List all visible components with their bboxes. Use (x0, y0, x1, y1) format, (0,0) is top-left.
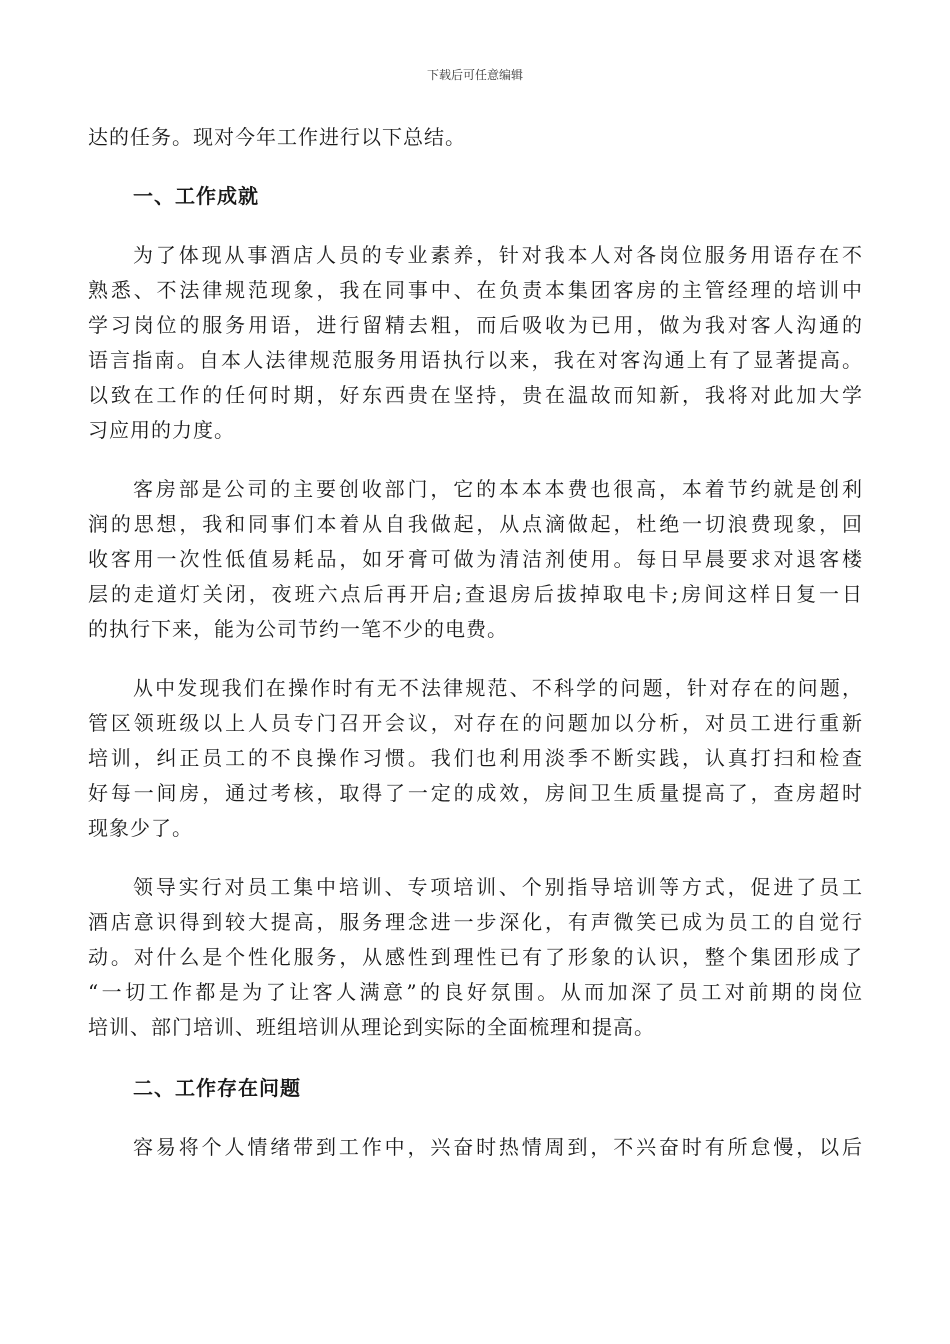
intro-line: 达的任务。现对今年工作进行以下总结。 (88, 125, 466, 149)
paragraph-line: 的执行下来，能为公司节约一笔不少的电费。 (88, 617, 508, 641)
paragraph-1 (88, 238, 863, 448)
paragraph-line: 好每一间房，通过考核，取得了一定的成效，房间卫生质量提高了，查房超时 (88, 781, 863, 805)
paragraph-line: 酒店意识得到较大提高，服务理念进一步深化，有声微笑已成为员工的自觉行 (88, 910, 863, 934)
page-header: 下载后可任意编辑 (426, 68, 523, 82)
paragraph-2 (88, 472, 863, 647)
paragraph-line: 为了体现从事酒店人员的专业素养，针对我本人对各岗位服务用语存在不 (133, 243, 863, 267)
paragraph-line: 动。对什么是个性化服务，从感性到理性已有了形象的认识，整个集团形成了 (88, 945, 863, 969)
paragraph-line: 以致在工作的任何时期，好东西贵在坚持，贵在温故而知新，我将对此加大学 (88, 383, 863, 407)
section-1-heading: 一、工作成就 (133, 184, 259, 208)
document-body (88, 120, 863, 1165)
paragraph-line: 熟悉、不法律规范现象，我在同事中、在负责本集团客房的主管经理的培训中 (88, 278, 863, 302)
paragraph-line: 润的思想，我和同事们本着从自我做起，从点滴做起，杜绝一切浪费现象，回 (88, 512, 863, 536)
section-2-first-line: 容易将个人情绪带到工作中，兴奋时热情周到，不兴奋时有所怠慢，以后 (133, 1135, 863, 1159)
paragraph-line: 培训、部门培训、班组培训从理论到实际的全面梳理和提高。 (88, 1015, 655, 1039)
paragraph-line: 客房部是公司的主要创收部门，它的本本本费也很高，本着节约就是创利 (133, 477, 863, 501)
paragraph-line: 层的走道灯关闭，夜班六点后再开启;查退房后拔掉取电卡;房间这样日复一日 (88, 582, 863, 606)
paragraph-line: 从中发现我们在操作时有无不法律规范、不科学的问题，针对存在的问题， (133, 676, 863, 700)
paragraph-line: 现象少了。 (88, 816, 193, 840)
paragraph-4 (88, 870, 863, 1045)
paragraph-line: 领导实行对员工集中培训、专项培训、个别指导培训等方式，促进了员工 (133, 875, 863, 899)
paragraph-line: “一切工作都是为了让客人满意”的良好氛围。从而加深了员工对前期的岗位 (88, 980, 863, 1004)
paragraph-3 (88, 671, 863, 846)
paragraph-line: 语言指南。自本人法律规范服务用语执行以来，我在对客沟通上有了显著提高。 (88, 348, 863, 372)
paragraph-line: 习应用的力度。 (88, 418, 235, 442)
paragraph-line: 收客用一次性低值易耗品，如牙膏可做为清洁剂使用。每日早晨要求对退客楼 (88, 547, 863, 571)
paragraph-line: 管区领班级以上人员专门召开会议，对存在的问题加以分析，对员工进行重新 (88, 711, 863, 735)
paragraph-line: 学习岗位的服务用语，进行留精去粗，而后吸收为已用，做为我对客人沟通的 (88, 313, 863, 337)
section-2-heading: 二、工作存在问题 (133, 1076, 301, 1100)
paragraph-line: 培训，纠正员工的不良操作习惯。我们也利用淡季不断实践，认真打扫和检查 (88, 746, 863, 770)
